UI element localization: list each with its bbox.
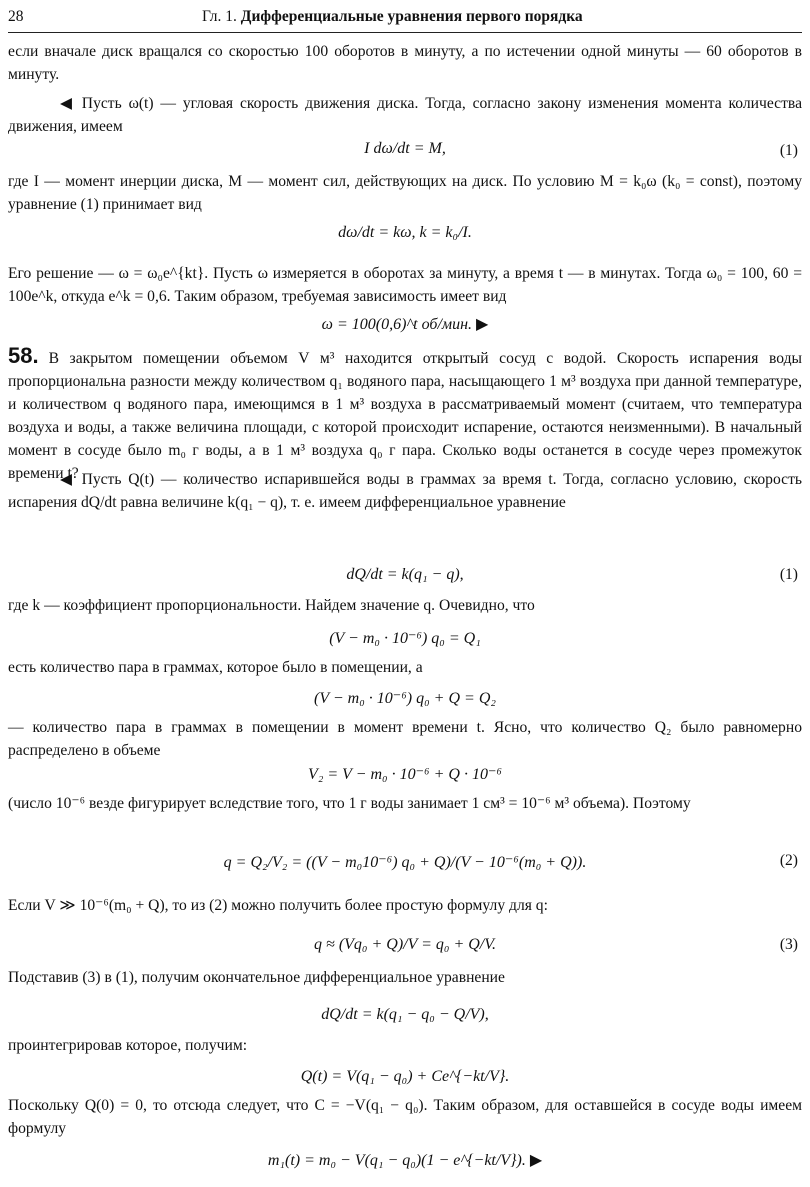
problem-number: 58.: [8, 343, 39, 368]
book-page: [8, 0, 802, 1187]
equation: dQ/dt = k(q₁ − q₀ − Q/V),: [321, 1006, 489, 1023]
equation: Q(t) = V(q₁ − q₀) + Ce^{−kt/V}.: [300, 1068, 510, 1085]
equation: m₁(t) = m₀ − V(q₁ − q₀)(1 − e^{−kt/V}). ▶: [267, 1152, 543, 1169]
paragraph: (число 10⁻⁶ везде фигурирует вследствие того, что 1 г воды занимает 1 см³ = 10⁻⁶ м³ объема). Поэтому: [8, 795, 691, 812]
paragraph: Если V ≫ 10⁻⁶(m₀ + Q), то из (2) можно получить более простую формулу для q:: [8, 897, 548, 914]
equation: V₂ = V − m₀ · 10⁻⁶ + Q · 10⁻⁶: [308, 766, 502, 783]
chapter-label: Гл. 1.: [202, 8, 237, 25]
equation-number: (1): [779, 142, 798, 159]
paragraph: проинтегрировав которое, получим:: [8, 1037, 248, 1054]
page-number: 28: [8, 8, 24, 25]
paragraph: Его решение — ω = ω₀e^{kt}. Пусть ω измеряется в оборотах за минуту, а время t — в минутах. Тогда ω₀ = 100, 60 = 100e^k, откуда e^k = 0,6. Таким образом, требуемая зависимость имеет вид: [8, 265, 802, 305]
equation-number: (3): [779, 936, 798, 953]
paragraph: где k — коэффициент пропорциональности. Найдем значение q. Очевидно, что: [8, 597, 535, 614]
paragraph: ◀ Пусть Q(t) — количество испарившейся воды в граммах за время t. Тогда, согласно условию, скорость испарения dQ/dt равна величине k(q₁ − q), т. е. имеем дифференциальное уравнение: [8, 471, 802, 511]
paragraph: Подставив (3) в (1), получим окончательное дифференциальное уравнение: [8, 969, 505, 986]
paragraph: ◀ Пусть ω(t) — угловая скорость движения диска. Тогда, согласно закону изменения момента количества движения, имеем: [8, 95, 802, 135]
equation: dω/dt = kω, k = k₀/I.: [338, 224, 472, 241]
equation: q ≈ (Vq₀ + Q)/V = q₀ + Q/V.: [314, 936, 496, 953]
equation: (V − m₀ · 10⁻⁶) q₀ + Q = Q₂: [314, 690, 496, 707]
equation: I dω/dt = M,: [364, 140, 446, 157]
paragraph: есть количество пара в граммах, которое было в помещении, а: [8, 659, 423, 676]
equation: ω = 100(0,6)^t об/мин. ▶: [321, 316, 489, 333]
problem-58: [8, 344, 802, 485]
equation-number: (1): [779, 566, 798, 583]
paragraph: — количество пара в граммах в помещении в момент времени t. Ясно, что количество Q₂ было равномерно распределено в объеме: [8, 719, 802, 759]
equation: q = Q₂/V₂ = ((V − m₀10⁻⁶) q₀ + Q)/(V − 10⁻⁶(m₀ + Q)).: [223, 854, 587, 871]
running-header: [8, 8, 802, 32]
equation: (V − m₀ · 10⁻⁶) q₀ = Q₁: [329, 630, 481, 647]
paragraph: где I — момент инерции диска, M — момент сил, действующих на диск. По условию M = k₀ω (k₀ = const), поэтому уравнение (1) принимает вид: [8, 173, 802, 213]
paragraph: Поскольку Q(0) = 0, то отсюда следует, что C = −V(q₁ − q₀). Таким образом, для оставшейся в сосуде воды имеем формулу: [8, 1097, 802, 1137]
equation-number: (2): [779, 852, 798, 869]
header-rule: [8, 32, 802, 33]
paragraph: если вначале диск вращался со скоростью 100 оборотов в минуту, а по истечении одной минуты — 60 оборотов в минуту.: [8, 43, 802, 83]
chapter-name: Дифференциальные уравнения первого порядка: [240, 8, 583, 25]
equation: dQ/dt = k(q₁ − q),: [346, 566, 464, 583]
problem-statement: В закрытом помещении объемом V м³ находится открытый сосуд с водой. Скорость испарения воды пропорциональна разности между количеством q₁ водяного пара, насыщающего 1 м³ воздуха при данной температуре, и количеством q водяного пара, имеющимся в 1 м³ воздуха в рассматриваемый момент (считаем, что температура воздуха и воды, а также величина площади, с которой происходит испарение, остаются неизменными). В начальный момент в сосуде было m₀ г воды, а в 1 м³ воздуха q₀ г пара. Сколько воды останется в сосуде через промежуток времени t?: [8, 350, 802, 482]
chapter-title: [202, 8, 583, 26]
